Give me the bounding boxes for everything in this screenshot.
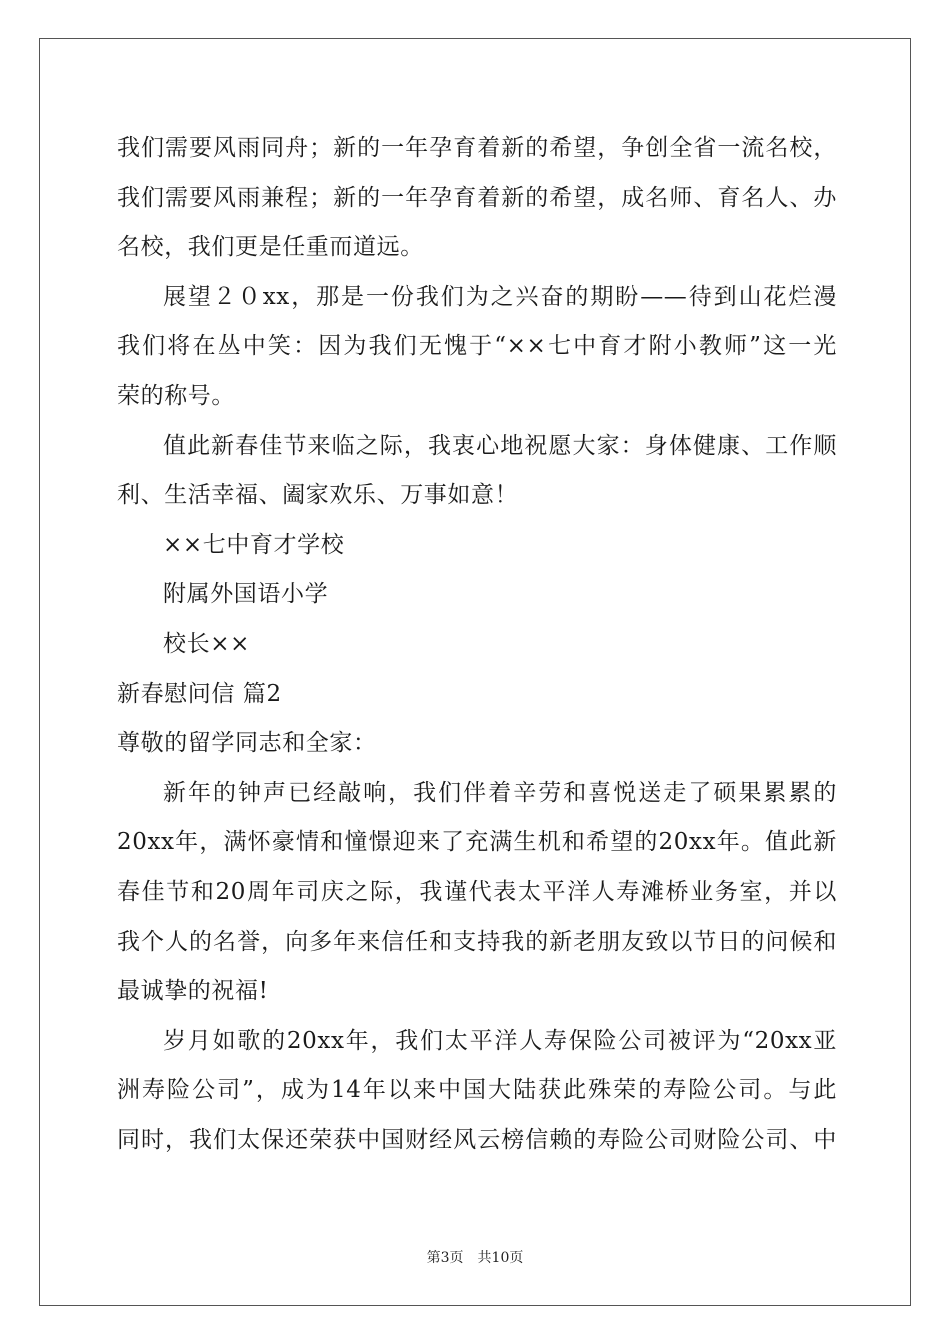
- text-line: 我们将在丛中笑：因为我们无愧于“××七中育才附小教师”这一光: [117, 333, 837, 360]
- document-body: [117, 124, 837, 1165]
- text-line: 同时，我们太保还荣获中国财经风云榜信赖的寿险公司财险公司、中: [117, 1126, 837, 1153]
- page-number: 第3页: [426, 1250, 464, 1266]
- text-line: 我个人的名誉，向多年来信任和支持我的新老朋友致以节日的问候和: [117, 928, 837, 955]
- text-line: 名校，我们更是任重而道远。: [117, 234, 424, 261]
- text-line: 我们需要风雨同舟；新的一年孕育着新的希望，争创全省一流名校，: [117, 135, 837, 161]
- text-line: 洲寿险公司”，成为14年以来中国大陆获此殊荣的寿险公司。与此: [117, 1077, 837, 1104]
- text-line: 荣的称号。: [117, 382, 235, 409]
- text-line: 最诚挚的祝福!: [117, 978, 269, 1005]
- text-line: 利、生活幸福、阖家欢乐、万事如意！: [117, 482, 519, 509]
- text-line: 尊敬的留学同志和全家：: [117, 730, 377, 757]
- text-line: 校长××: [163, 630, 250, 657]
- page-footer: [0, 1247, 950, 1267]
- text-line: 新年的钟声已经敲响，我们伴着辛劳和喜悦送走了硕果累累的: [163, 779, 837, 806]
- text-line: 春佳节和20周年司庆之际，我谨代表太平洋人寿滩桥业务室，并以: [117, 878, 837, 905]
- text-line: 展望２０xx，那是一份我们为之兴奋的期盼——待到山花烂漫: [163, 283, 837, 310]
- page-total: 共10页: [477, 1250, 524, 1266]
- text-line: 我们需要风雨兼程；新的一年孕育着新的希望，成名师、育名人、办: [117, 184, 837, 211]
- text-line: 20xx年，满怀豪情和憧憬迎来了充满生机和希望的20xx年。值此新: [117, 829, 837, 856]
- text-line: 新春慰问信 篇2: [117, 680, 282, 707]
- text-line: 岁月如歌的20xx年，我们太平洋人寿保险公司被评为“20xx亚: [163, 1027, 837, 1054]
- text-line: ××七中育才学校: [163, 531, 345, 558]
- text-line: 值此新春佳节来临之际，我衷心地祝愿大家：身体健康、工作顺: [163, 432, 837, 459]
- text-line: 附属外国语小学: [163, 581, 329, 608]
